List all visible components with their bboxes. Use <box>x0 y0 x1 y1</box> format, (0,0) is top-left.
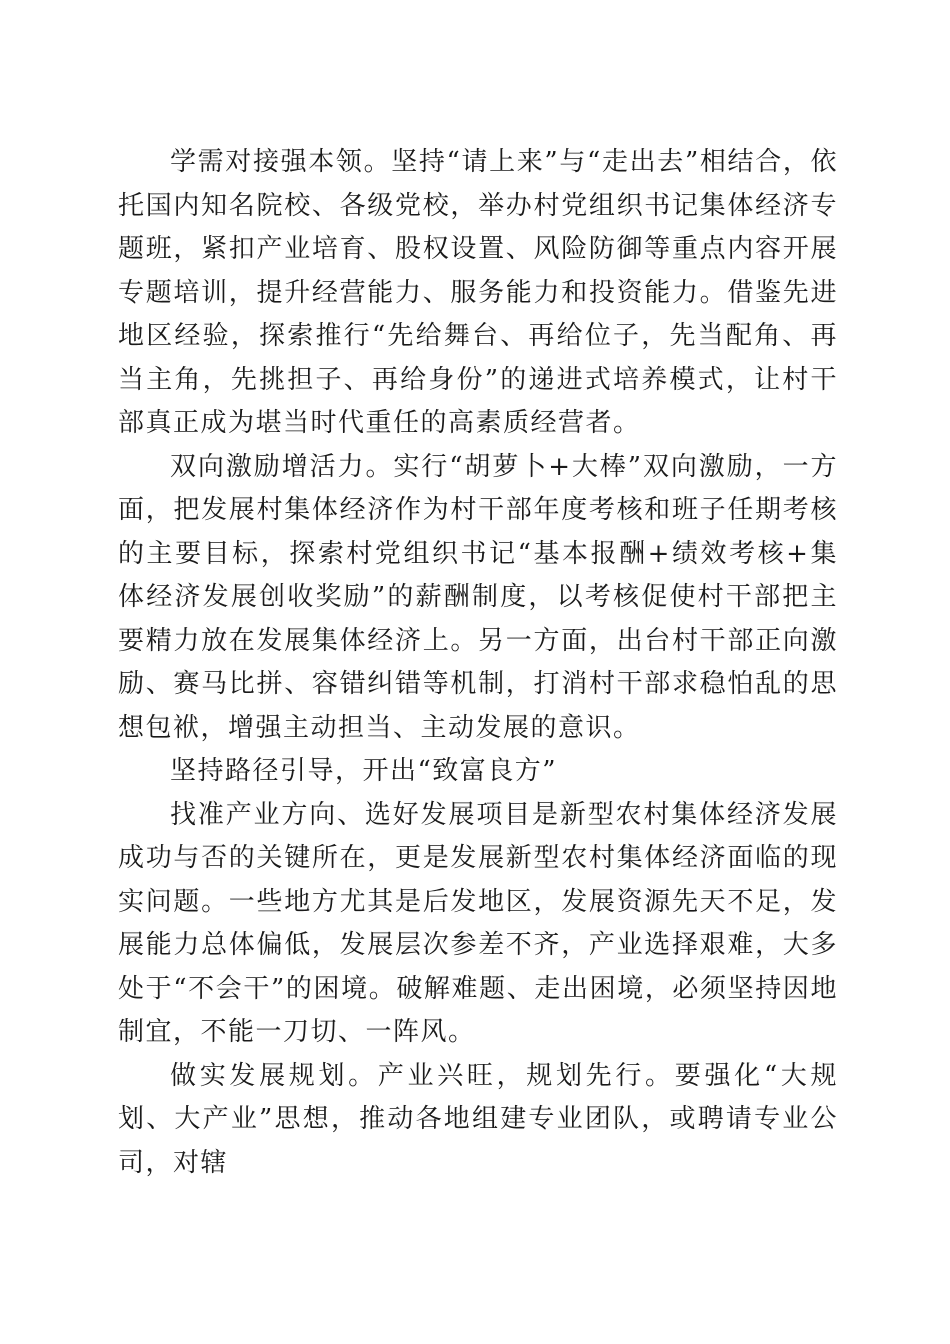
paragraph-industry-direction: 找准产业方向、选好发展项目是新型农村集体经济发展成功与否的关键所在，更是发展新型农村集体经济面临的现实问题。一些地方尤其是后发地区，发展资源先天不足，发展能力总体偏低，发展层次参差不齐，产业选择艰难，大多处于“不会干”的困境。破解难题、走出困境，必须坚持因地制宜，不能一刀切、一阵风。 <box>118 799 838 1047</box>
paragraph-incentives: 双向激励增活力。实行“胡萝卜+大棒”双向激励，一方面，把发展村集体经济作为村干部年度考核和班子任期考核的主要目标，探索村党组织书记“基本报酬+绩效考核+集体经济发展创收奖励”的薪酬制度，以考核促使村干部把主要精力放在发展集体经济上。另一方面，出台村干部正向激励、赛马比拼、容错纠错等机制，打消村干部求稳怕乱的思想包袱，增强主动担当、主动发展的意识。 <box>118 451 838 743</box>
section-heading-path-guidance: 坚持路径引导，开出“致富良方” <box>170 756 558 786</box>
paragraph-development-planning: 做实发展规划。产业兴旺，规划先行。要强化“大规划、大产业”思想，推动各地组建专业团队，或聘请专业公司，对辖 <box>118 1060 838 1178</box>
paragraph-training: 学需对接强本领。坚持“请上来”与“走出去”相结合，依托国内知名院校、各级党校，举办村党组织书记集体经济专题班，紧扣产业培育、股权设置、风险防御等重点内容开展专题培训，提升经营能力、服务能力和投资能力。借鉴先进地区经验，探索推行“先给舞台、再给位子，先当配角、再当主角，先挑担子、再给身份”的递进式培养模式，让村干部真正成为堪当时代重任的高素质经营者。 <box>118 147 838 438</box>
document-body <box>118 141 838 1185</box>
